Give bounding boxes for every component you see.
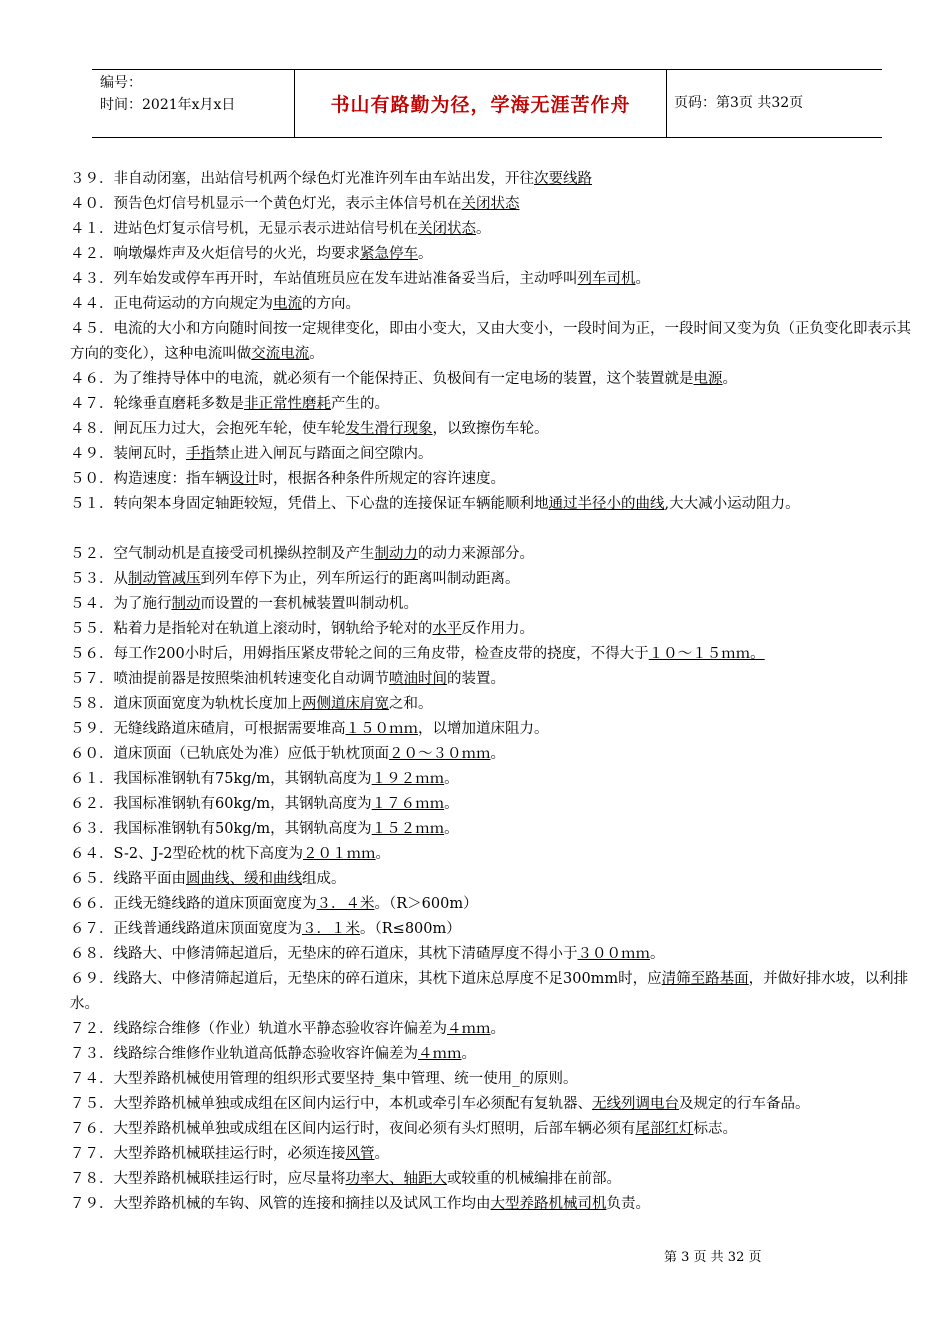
- question-tail: 。: [635, 271, 650, 287]
- question-text: ７５．大型养路机械单独或成组在区间内运行中，本机或牵引车必须配有复轨器、: [70, 1096, 592, 1112]
- question-tail: 负责。: [606, 1196, 650, 1212]
- question-tail: ，并做好排水坡，以利排水。: [70, 971, 909, 1012]
- time-label: 时间：2021年x月x日: [100, 97, 236, 113]
- question-tail: 之和。: [389, 696, 433, 712]
- answer-text: 制动: [171, 596, 201, 612]
- question-tail: ,大大减小运动阻力。: [664, 496, 800, 512]
- answer-text: 清筛至路基面: [661, 971, 749, 987]
- question-text: ６７．正线普通线路道床顶面宽度为: [70, 921, 302, 937]
- question-text: ４１．进站色灯复示信号机，无显示表示进站信号机在: [70, 221, 418, 237]
- question-line: [70, 567, 920, 592]
- question-line: [70, 917, 920, 942]
- question-line: [70, 242, 920, 267]
- answer-text: 发生滑行现象: [345, 421, 433, 437]
- question-tail: 。: [722, 371, 737, 387]
- question-tail: 。（R＞600m）: [374, 896, 478, 912]
- question-line: [70, 742, 920, 767]
- question-tail: 。（R≤800m）: [360, 921, 461, 937]
- question-line: [70, 367, 920, 392]
- question-text: ４３．列车始发或停车再开时，车站值班员应在发车进站准备妥当后，主动呼叫: [70, 271, 578, 287]
- answer-text: 喷油时间: [389, 671, 447, 687]
- answer-text: 手指: [186, 446, 215, 462]
- question-text: ４８．闸瓦压力过大，会抱死车轮，使车轮: [70, 421, 346, 437]
- answer-text: 列车司机: [577, 271, 636, 287]
- question-line: [70, 867, 920, 892]
- header-page-number: 页码：第3页 共32页: [674, 95, 804, 111]
- question-text: ７６．大型养路机械单独或成组在区间内运行时，夜间必须有头灯照明，后部车辆必须有: [70, 1121, 636, 1137]
- question-tail: 。: [444, 796, 459, 812]
- answer-text: 紧急停车: [360, 246, 418, 262]
- question-text: ４５．电流的大小和方向随时间按一定规律变化，即由小变大，又由大变小，一段时间为正，一段时间又变为负（正负变化即表示其方向的变化），这种电流叫做: [70, 321, 911, 362]
- answer-text: １９２ｍｍ: [371, 771, 445, 787]
- question-line: [70, 1067, 920, 1092]
- question-tail: 。: [461, 1046, 476, 1062]
- question-text: ４９．装闸瓦时，: [70, 446, 186, 462]
- question-tail: 。: [418, 246, 433, 262]
- answer-text: 关闭状态: [461, 196, 520, 212]
- question-line: [70, 217, 920, 242]
- answer-text: 电源: [693, 371, 723, 387]
- answer-text: 无线列调电台: [592, 1096, 679, 1112]
- question-line: [70, 792, 920, 817]
- page-header: [92, 69, 882, 138]
- answer-text: １５０ｍｍ: [345, 721, 418, 737]
- question-line: [70, 267, 920, 292]
- answer-text: ３．１米: [302, 921, 360, 937]
- question-line: [70, 467, 920, 492]
- answer-text: １７６ｍｍ: [371, 796, 445, 812]
- question-text: ５４．为了施行: [70, 596, 172, 612]
- question-tail: 。: [490, 746, 505, 762]
- question-text: ７９．大型养路机械的车钩、风管的连接和摘挂以及试风工作均由: [70, 1196, 491, 1212]
- answer-text: 水平: [432, 621, 462, 637]
- question-text: ４２．响墩爆炸声及火炬信号的火光，均要求: [70, 246, 360, 262]
- question-line: [70, 767, 920, 792]
- question-text: ５８．道床顶面宽度为轨枕长度加上: [70, 696, 302, 712]
- question-line: [70, 1142, 920, 1167]
- question-text: ４４．正电荷运动的方向规定为: [70, 296, 273, 312]
- question-text: ５３．从: [70, 571, 128, 587]
- question-text: ６４．S-2、J-2型砼枕的枕下高度为: [70, 846, 304, 862]
- question-text: ７８．大型养路机械联挂运行时，应尽量将: [70, 1171, 346, 1187]
- question-tail: 的方向。: [302, 296, 360, 312]
- question-text: ６６．正线无缝线路的道床顶面宽度为: [70, 896, 317, 912]
- answer-text: １５２ｍｍ: [371, 821, 445, 837]
- answer-text: ２０１ｍｍ: [303, 846, 376, 862]
- question-line: [70, 617, 920, 642]
- question-tail: 的动力来源部分。: [418, 546, 534, 562]
- question-text: ７４．大型养路机械使用管理的组织形式要坚持_集中管理、统一使用_的原则。: [70, 1071, 578, 1087]
- question-text: ５０．构造速度：指车辆: [70, 471, 230, 487]
- question-line: [70, 167, 920, 192]
- question-tail: 。: [650, 946, 665, 962]
- question-line: [70, 417, 920, 442]
- question-text: ６３．我国标准钢轨有50kg/m，其钢轨高度为: [70, 821, 372, 837]
- question-text: ５９．无缝线路道床碴肩，可根据需要堆高: [70, 721, 346, 737]
- question-line: [70, 1117, 920, 1142]
- question-tail: 时，根据各种条件所规定的容许速度。: [258, 471, 505, 487]
- question-line: [70, 592, 920, 617]
- question-text: ７３．线路综合维修作业轨道高低静态验收容许偏差为: [70, 1046, 418, 1062]
- question-tail: 。: [444, 821, 459, 837]
- question-tail: 而设置的一套机械装置叫制动机。: [200, 596, 418, 612]
- question-tail: ，以增加道床阻力。: [418, 721, 549, 737]
- question-tail: 到列车停下为止，列车所运行的距离叫制动距离。: [200, 571, 520, 587]
- question-text: ５２．空气制动机是直接受司机操纵控制及产生: [70, 546, 375, 562]
- question-text: ４０．预告色灯信号机显示一个黄色灯光，表示主体信号机在: [70, 196, 462, 212]
- question-tail: 及规定的行车备品。: [679, 1096, 810, 1112]
- question-list: [70, 167, 920, 1217]
- page-footer: 第 3 页 共 32 页: [664, 1250, 762, 1265]
- question-text: ５１．转向架本身固定轴距较短，凭借上、下心盘的连接保证车辆能顺利地: [70, 496, 549, 512]
- answer-text: 电流: [273, 296, 302, 312]
- answer-text: 圆曲线、缓和曲线: [186, 871, 302, 887]
- question-line: [70, 642, 920, 667]
- question-tail: 禁止进入闸瓦与踏面之间空隙内。: [215, 446, 433, 462]
- question-tail: 标志。: [693, 1121, 737, 1137]
- code-label: 编号：: [100, 75, 142, 91]
- question-text: ６１．我国标准钢轨有75kg/m，其钢轨高度为: [70, 771, 372, 787]
- question-line: [70, 667, 920, 692]
- question-text: ５７．喷油提前器是按照柴油机转速变化自动调节: [70, 671, 389, 687]
- question-tail: 。: [444, 771, 459, 787]
- question-line: [70, 442, 920, 467]
- question-tail: 。: [476, 221, 491, 237]
- answer-text: 关闭状态: [418, 221, 476, 237]
- question-text: ５６．每工作200小时后，用姆指压紧皮带轮之间的三角皮带，检查皮带的挠度，不得大于: [70, 646, 649, 662]
- answer-text: 次要线路: [534, 171, 592, 187]
- question-tail: 。: [490, 1021, 505, 1037]
- question-line: [70, 542, 920, 567]
- question-text: ７２．线路综合维修（作业）轨道水平静态验收容许偏差为: [70, 1021, 447, 1037]
- answer-text: 制动力: [374, 546, 418, 562]
- answer-text: ３．４米: [316, 896, 375, 912]
- header-motto: 书山有路勤为径，学海无涯苦作舟: [294, 70, 667, 137]
- question-text: ６８．线路大、中修清筛起道后，无垫床的碎石道床，其枕下清碴厚度不得小于: [70, 946, 578, 962]
- answer-text: 设计: [229, 471, 259, 487]
- answer-text: 风管: [345, 1146, 375, 1162]
- answer-text: ４ｍｍ: [418, 1046, 462, 1062]
- question-tail: 或较重的机械编排在前部。: [447, 1171, 621, 1187]
- question-text: ３９．非自动闭塞，出站信号机两个绿色灯光准许列车由车站出发，开往: [70, 171, 534, 187]
- answer-text: 尾部红灯: [635, 1121, 694, 1137]
- answer-text: 交流电流: [251, 346, 310, 362]
- question-text: ６５．线路平面由: [70, 871, 186, 887]
- question-line: [70, 1167, 920, 1192]
- answer-text: １０～１５ｍｍ。: [648, 646, 765, 662]
- answer-text: 非正常性磨耗: [244, 396, 331, 412]
- question-text: ６０．道床顶面（已轨底处为准）应低于轨枕顶面: [70, 746, 389, 762]
- question-tail: 组成。: [302, 871, 346, 887]
- question-tail: 反作用力。: [461, 621, 534, 637]
- question-text: ４６．为了维持导体中的电流，就必须有一个能保持正、负极间有一定电场的装置，这个装置就是: [70, 371, 694, 387]
- question-text: ７７．大型养路机械联挂运行时，必须连接: [70, 1146, 346, 1162]
- question-line: [70, 842, 920, 867]
- question-line: [70, 717, 920, 742]
- question-line: [70, 817, 920, 842]
- answer-text: 通过半径小的曲线: [548, 496, 665, 512]
- answer-text: ４ｍｍ: [447, 1021, 491, 1037]
- question-line: [70, 317, 920, 367]
- question-tail: 。: [375, 846, 391, 862]
- answer-text: ２０～３０ｍｍ: [389, 746, 491, 762]
- header-meta: [100, 72, 290, 116]
- answer-text: 制动管减压: [128, 571, 201, 587]
- question-line: [70, 292, 920, 317]
- question-text: ５５．粘着力是指轮对在轨道上滚动时，钢轨给予轮对的: [70, 621, 433, 637]
- question-line: [70, 1192, 920, 1217]
- answer-text: 两侧道床肩宽: [302, 696, 389, 712]
- question-tail: 的装置。: [447, 671, 505, 687]
- answer-text: 功率大、轴距大: [345, 1171, 447, 1187]
- question-line: [70, 1092, 920, 1117]
- question-tail: 。: [374, 1146, 389, 1162]
- question-line: [70, 192, 920, 217]
- question-line: [70, 492, 920, 517]
- question-tail: 。: [309, 346, 324, 362]
- question-line: [70, 692, 920, 717]
- blank-line: [70, 517, 920, 542]
- question-line: [70, 892, 920, 917]
- question-line: [70, 392, 920, 417]
- answer-text: ３００ｍｍ: [577, 946, 650, 962]
- question-text: ６２．我国标准钢轨有60kg/m，其钢轨高度为: [70, 796, 372, 812]
- question-line: [70, 967, 920, 1017]
- question-line: [70, 1017, 920, 1042]
- question-tail: 产生的。: [331, 396, 389, 412]
- question-tail: ，以致擦伤车轮。: [432, 421, 549, 437]
- question-line: [70, 1042, 920, 1067]
- question-text: ４７．轮缘垂直磨耗多数是: [70, 396, 244, 412]
- question-text: ６９．线路大、中修清筛起道后，无垫床的碎石道床，其枕下道床总厚度不足300mm时，应: [70, 971, 662, 987]
- answer-text: 大型养路机械司机: [490, 1196, 607, 1212]
- question-line: [70, 942, 920, 967]
